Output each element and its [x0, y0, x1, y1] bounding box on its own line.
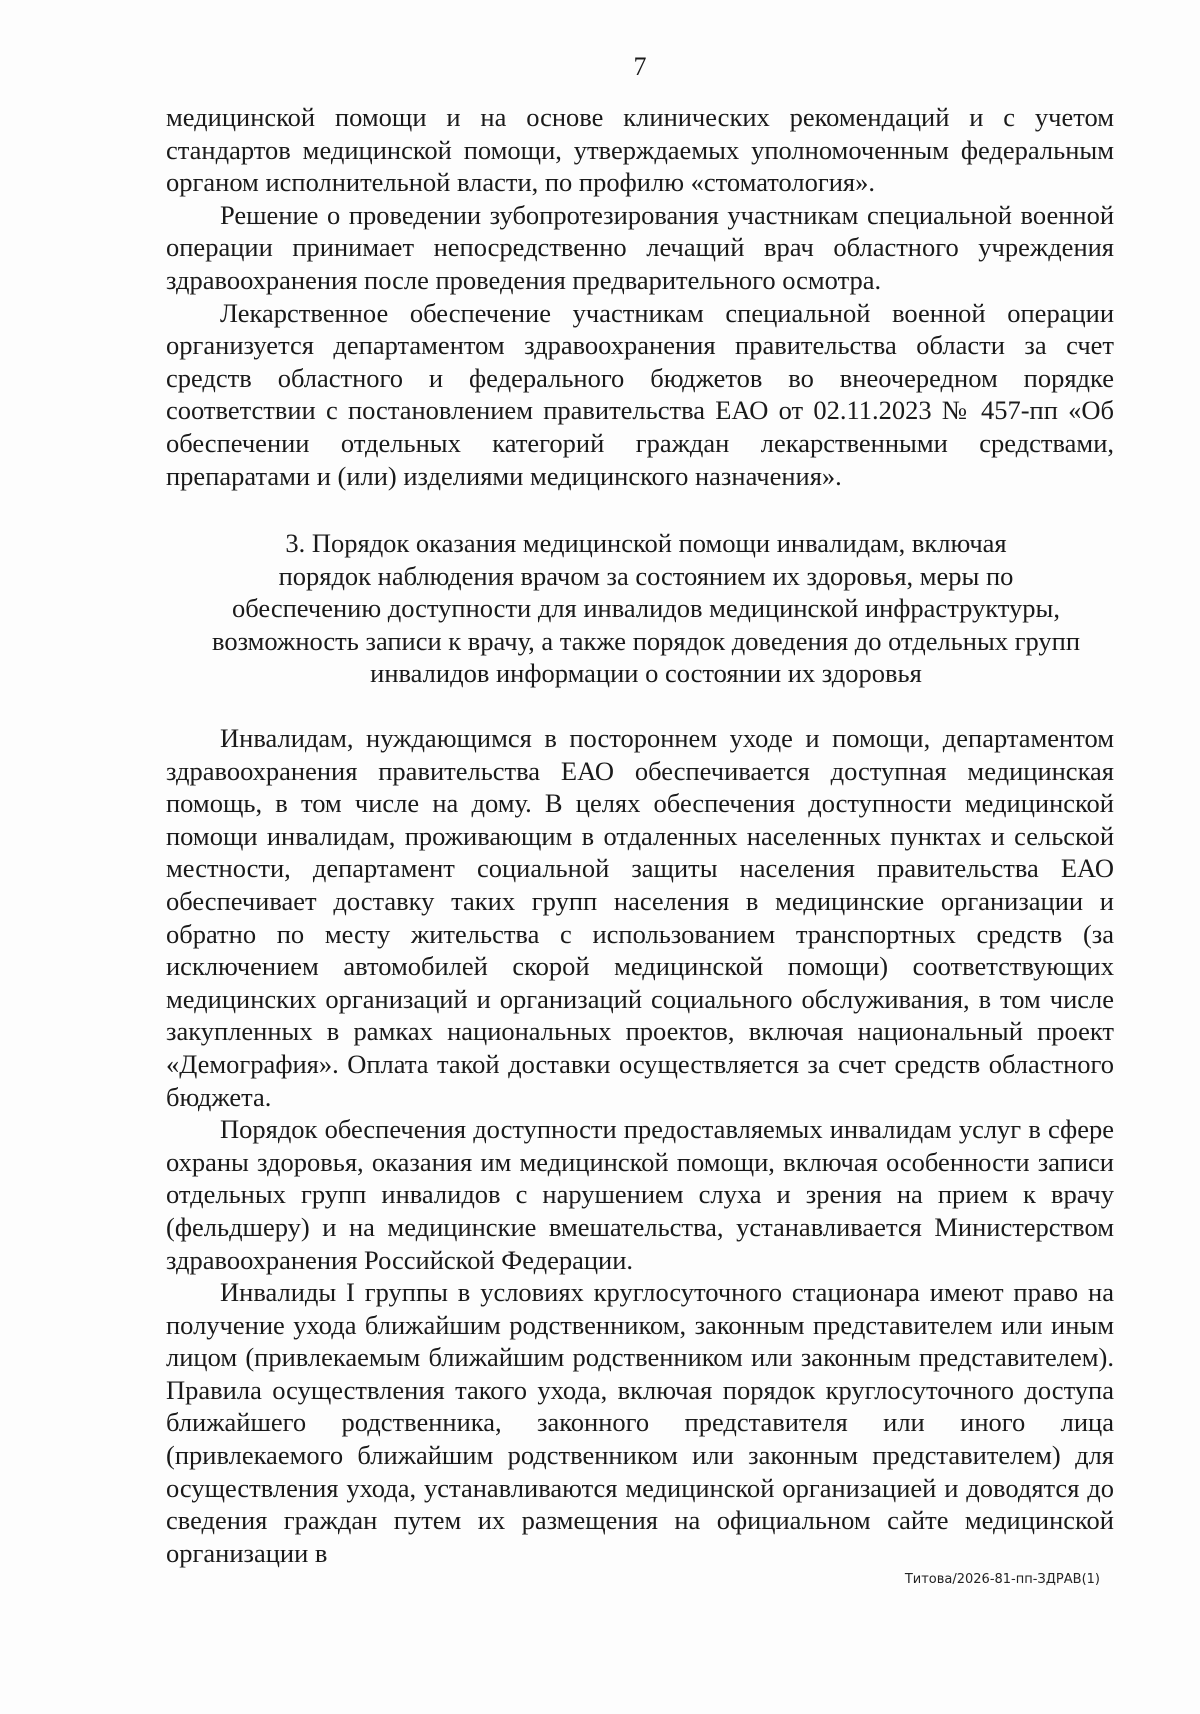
section-heading-line: порядок наблюдения врачом за состоянием их здоровья, меры по	[278, 560, 1014, 591]
paragraph-disabled-care: Инвалидам, нуждающимся в постороннем уходе и помощи, департаментом здравоохранения правительства ЕАО обеспечивается доступная медицинская помощь, в том числе на дому. В целях обеспечения доступности медицинской помощи инвалидам, проживающим в отдаленных населенных пунктах и сельской местности, департамент социальной защиты населения правительства ЕАО обеспечивает доставку таких групп населения в медицинские организации и обратно по месту жительства с использованием транспортных средств (за исключением автомобилей скорой медицинской помощи) соответствующих медицинских организаций и организаций социального обслуживания, в том числе закупленных в рамках национальных проектов, включая национальный проект «Демография». Оплата такой доставки осуществляется за счет средств областного бюджета.	[166, 723, 1114, 1112]
section-heading-line: 3. Порядок оказания медицинской помощи инвалидам, включая	[285, 528, 1007, 558]
section-heading	[166, 527, 1126, 690]
document-footer-code: Титова/2026-81-пп-ЗДРАВ(1)	[904, 1572, 1100, 1587]
top-text-block	[166, 101, 1114, 492]
section-heading-line: инвалидов информации о состоянии их здоровья	[370, 658, 922, 689]
paragraph-accessibility-order: Порядок обеспечения доступности предоставляемых инвалидам услуг в сфере охраны здоровья, оказания им медицинской помощи, включая особенности записи отдельных групп инвалидов с нарушением слуха и зрения на прием к врачу (фельдшеру) и на медицинские вмешательства, устанавливается Министерством здравоохранения Российской Федерации.	[166, 1114, 1114, 1275]
paragraph-continuation: медицинской помощи и на основе клинических рекомендаций и с учетом стандартов медицинской помощи, утверждаемых уполномоченным федеральным органом исполнительной власти, по профилю «стоматология».	[166, 102, 1114, 198]
section-heading-line: возможность записи к врачу, а также порядок доведения до отдельных групп	[211, 625, 1081, 656]
paragraph-drug-provision: Лекарственное обеспечение участникам специальной военной операции организуется департаментом здравоохранения правительства области за счет средств областного и федерального бюджетов во внеочередном порядке соответствии с постановлением правительства ЕАО от 02.11.2023 № 457-пп «Об обеспечении отдельных категорий граждан лекарственными средствами, препаратами и (или) изделиями медицинского назначения».	[166, 297, 1114, 491]
paragraph-dental-prosthetics: Решение о проведении зубопротезирования участникам специальной военной операции принимает непосредственно лечащий врач областного учреждения здравоохранения после проведения предварительного осмотра.	[166, 199, 1114, 295]
body-text-block	[166, 722, 1114, 1569]
page-number: 7	[633, 52, 647, 81]
section-heading-line: обеспечению доступности для инвалидов медицинской инфраструктуры,	[232, 593, 1060, 624]
paragraph-hospital-care: Инвалиды I группы в условиях круглосуточного стационара имеют право на получение ухода ближайшим родственником, законным представителем или иным лицом (привлекаемым ближайшим родственником или законным представителем). Правила осуществления такого ухода, включая порядок круглосуточного доступа ближайшего родственника, законного представителя или иного лица (привлекаемого ближайшим родственником или законным представителем) для осуществления ухода, устанавливаются медицинской организацией и доводятся до сведения граждан путем их размещения на официальном сайте медицинской организации в	[166, 1277, 1114, 1568]
